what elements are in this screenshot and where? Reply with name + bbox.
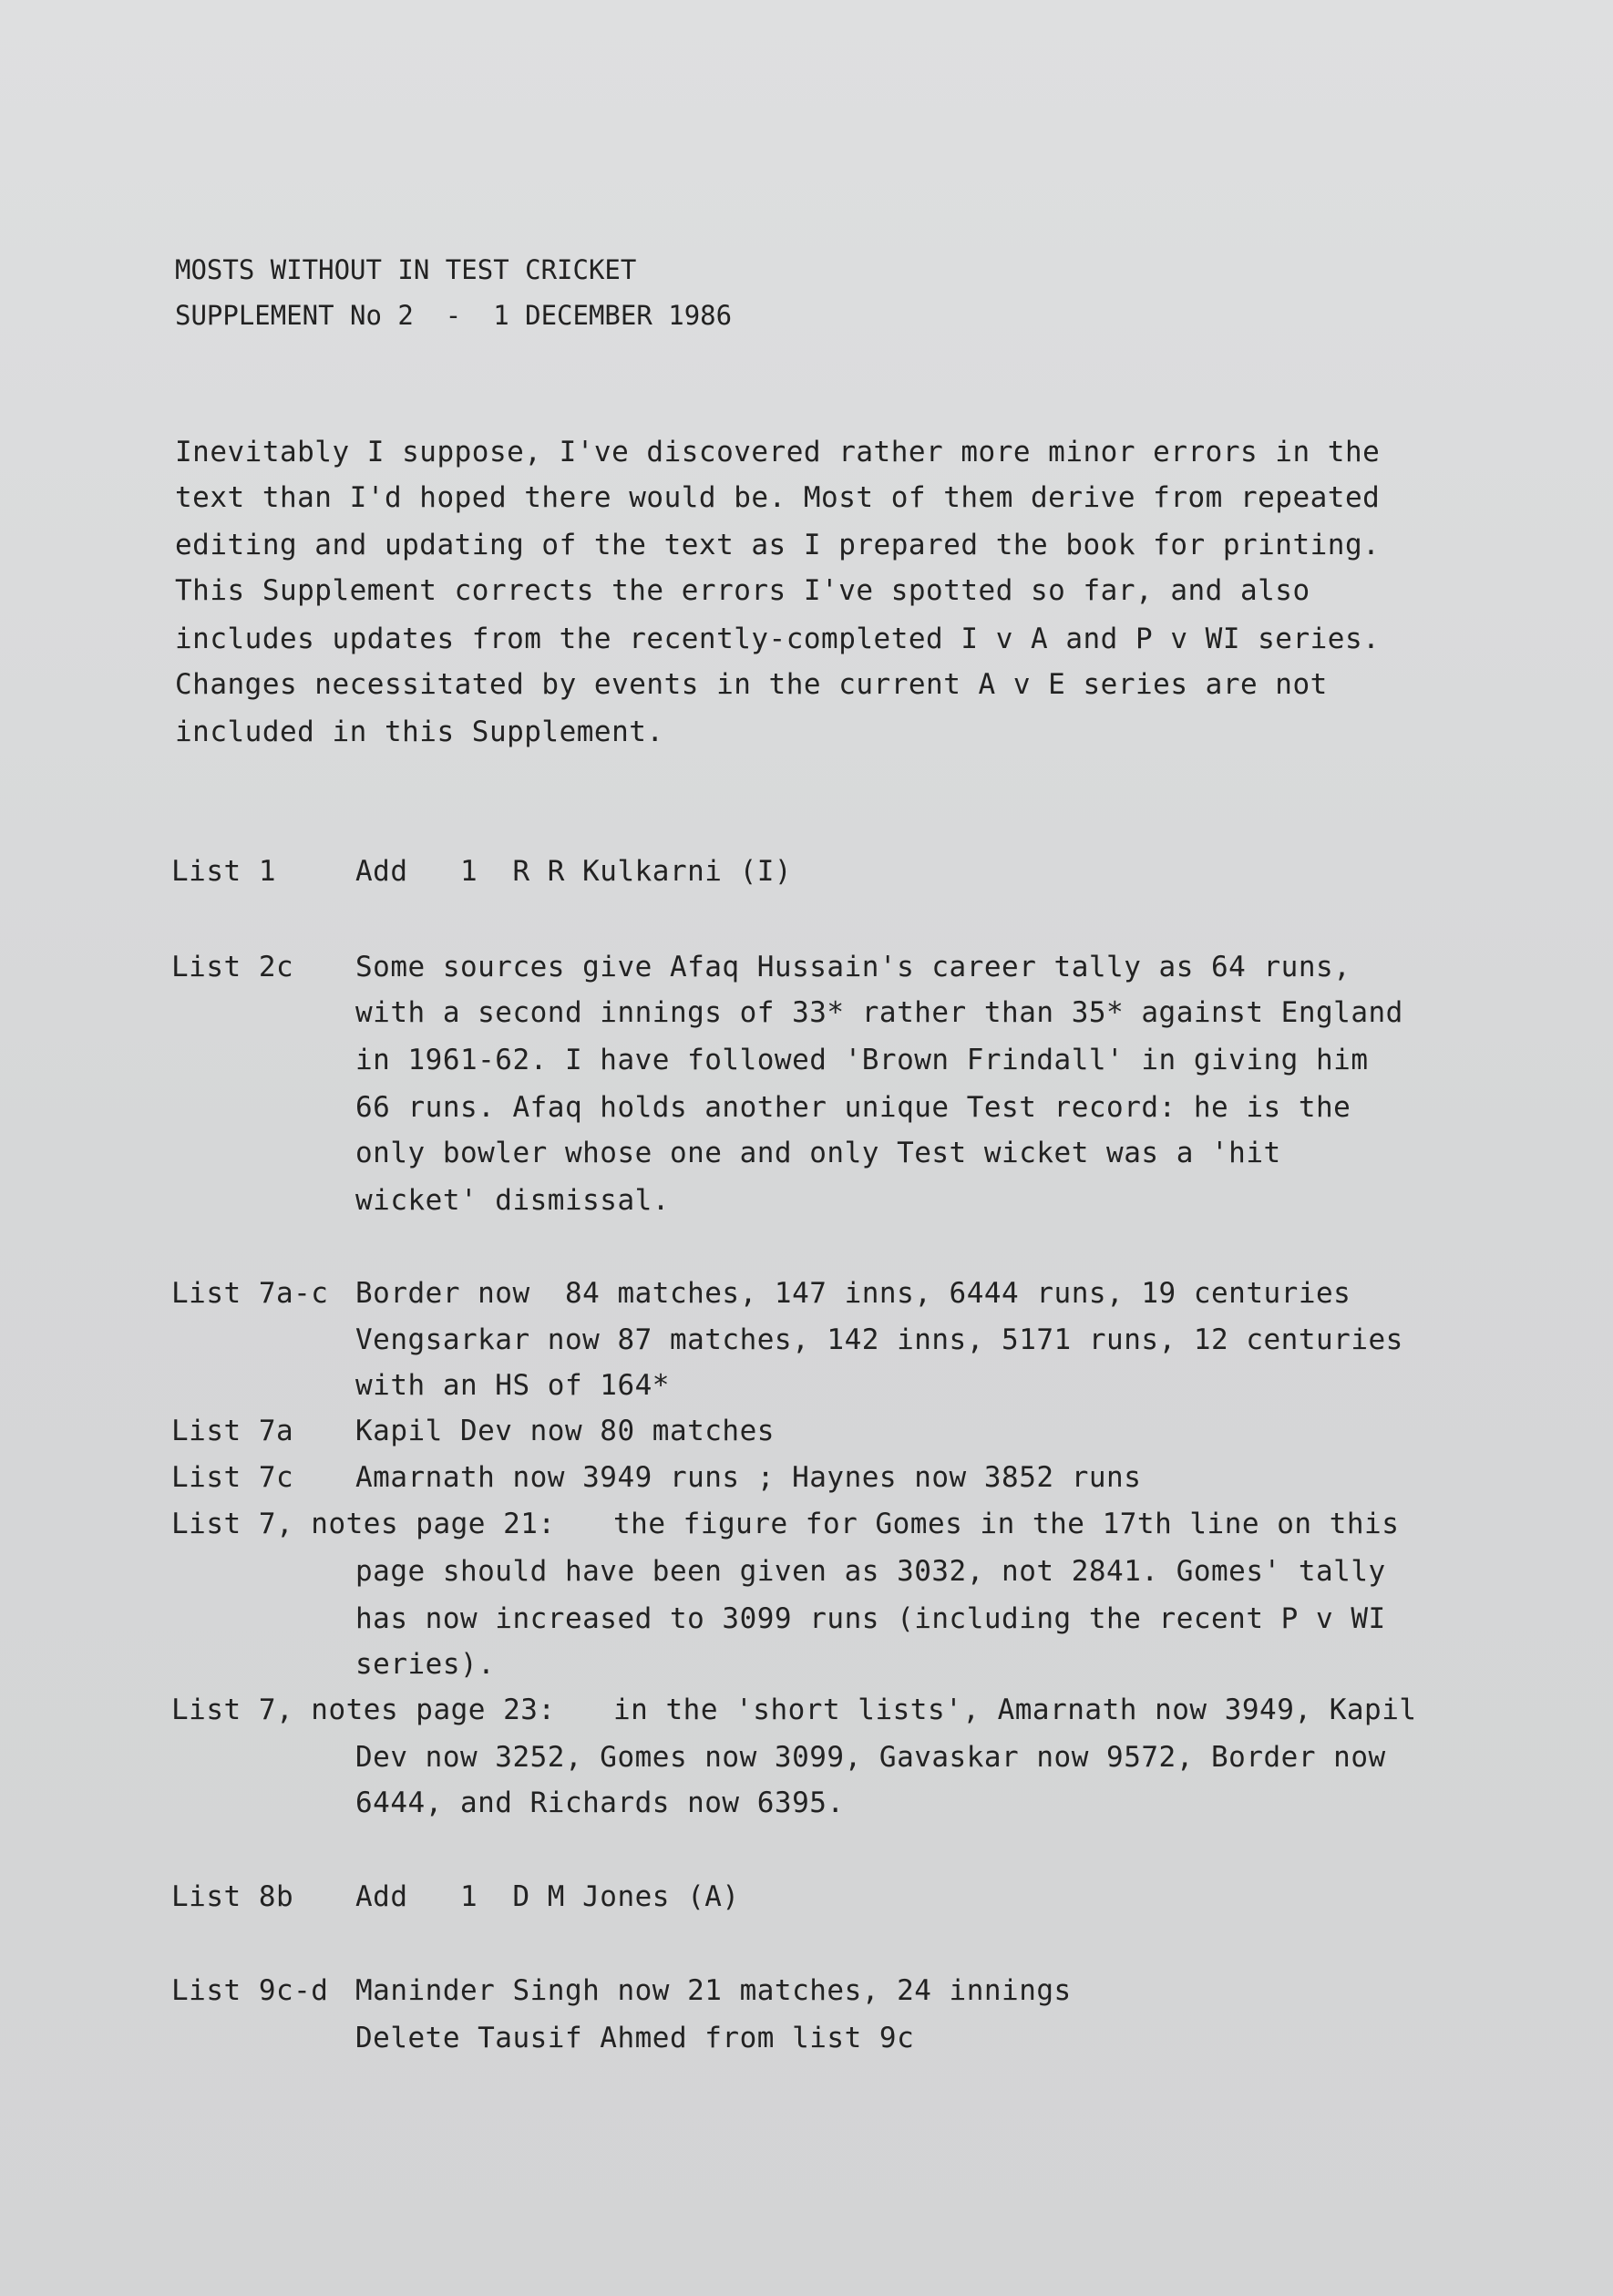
entry-text: wicket' dismissal. — [355, 1184, 670, 1217]
entry-text: Border now 84 matches, 147 inns, 6444 runs, 19 centuries — [355, 1277, 1351, 1310]
intro-line: Changes necessitated by events in the current A v E series are not — [175, 668, 1328, 701]
entry-label: List 8b — [171, 1880, 294, 1913]
entry-label: List 7, notes page 23: — [171, 1694, 556, 1726]
entry-text: with a second innings of 33* rather than 35* against England — [355, 996, 1403, 1029]
entry-text: only bowler whose one and only Test wicket was a 'hit — [355, 1137, 1281, 1169]
entry-text: Delete Tausif Ahmed from list 9c — [355, 2022, 915, 2054]
entry-text: has now increased to 3099 runs (including the recent P v WI — [355, 1602, 1386, 1635]
intro-line: includes updates from the recently-completed I v A and P v WI series. — [175, 623, 1381, 655]
intro-line: text than I'd hoped there would be. Most of them derive from repeated — [175, 481, 1381, 514]
entry-text: Kapil Dev now 80 matches — [355, 1415, 775, 1447]
entry-label: List 7a-c — [171, 1277, 329, 1310]
entry-text: the figure for Gomes in the 17th line on this — [613, 1508, 1400, 1540]
entry-text: Add 1 D M Jones (A) — [355, 1880, 740, 1913]
intro-line: included in this Supplement. — [175, 716, 664, 748]
entry-text: series). — [355, 1648, 496, 1681]
entry-text: in the 'short lists', Amarnath now 3949, Kapil — [613, 1694, 1417, 1726]
entry-text: page should have been given as 3032, not 2841. Gomes' tally — [355, 1555, 1386, 1588]
entry-text: Dev now 3252, Gomes now 3099, Gavaskar now 9572, Border now — [355, 1741, 1386, 1774]
entry-text: Add 1 R R Kulkarni (I) — [355, 855, 793, 888]
entry-label: List 7a — [171, 1415, 294, 1447]
entry-label: List 1 — [171, 855, 276, 888]
entry-text: Amarnath now 3949 runs ; Haynes now 3852 runs — [355, 1461, 1142, 1494]
entry-text: Maninder Singh now 21 matches, 24 innings — [355, 1974, 1072, 2007]
document-title: MOSTS WITHOUT IN TEST CRICKET — [175, 254, 637, 285]
entry-text: Vengsarkar now 87 matches, 142 inns, 5171 runs, 12 centuries — [355, 1323, 1403, 1356]
entry-text: 6444, and Richards now 6395. — [355, 1786, 845, 1819]
entry-text: in 1961-62. I have followed 'Brown Frindall' in giving him — [355, 1044, 1369, 1076]
intro-line: This Supplement corrects the errors I've spotted so far, and also — [175, 574, 1310, 607]
intro-line: editing and updating of the text as I prepared the book for printing. — [175, 529, 1381, 561]
entry-text: with an HS of 164* — [355, 1369, 670, 1402]
entry-text: 66 runs. Afaq holds another unique Test record: he is the — [355, 1091, 1351, 1124]
entry-label: List 7, notes page 21: — [171, 1508, 556, 1540]
intro-line: Inevitably I suppose, I've discovered rather more minor errors in the — [175, 436, 1381, 468]
entry-label: List 7c — [171, 1461, 294, 1494]
supplement-line: SUPPLEMENT No 2 - 1 DECEMBER 1986 — [175, 300, 733, 331]
entry-label: List 2c — [171, 951, 294, 983]
entry-text: Some sources give Afaq Hussain's career tally as 64 runs, — [355, 951, 1351, 983]
entry-label: List 9c-d — [171, 1974, 329, 2007]
